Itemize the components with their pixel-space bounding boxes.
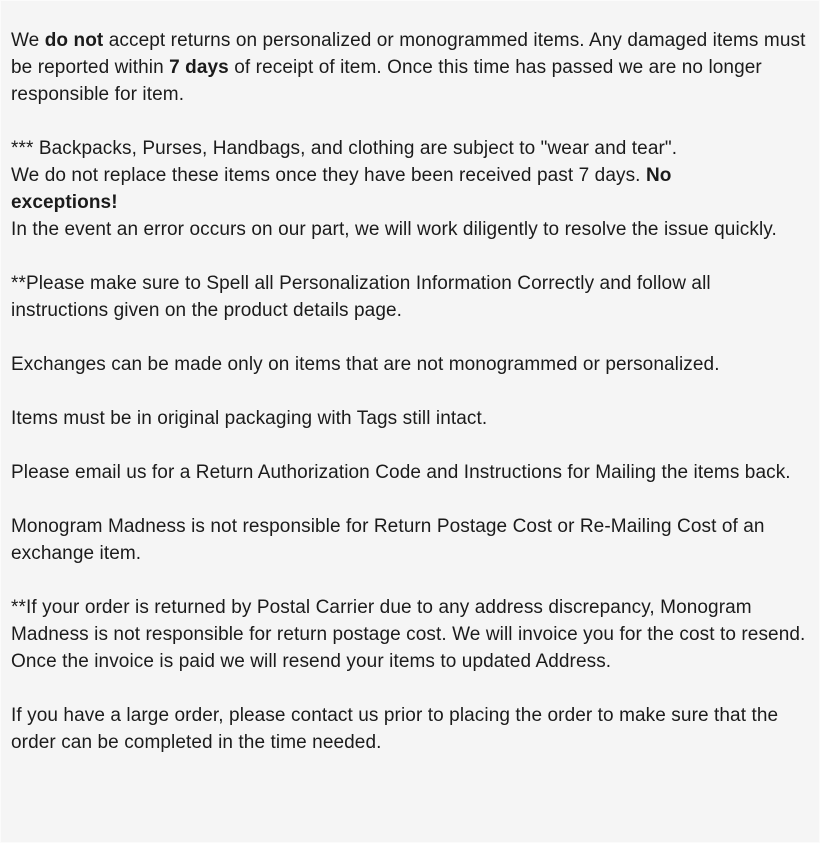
- policy-paragraph-wear-and-tear: [11, 135, 811, 243]
- body-text: We do not replace these items once they have been received past 7 days.: [11, 165, 646, 186]
- emphasis-text: exceptions!: [11, 192, 118, 213]
- policy-line: [11, 216, 811, 243]
- body-text: of receipt of item. Once this time has passed we are no longer responsible for item.: [11, 57, 762, 105]
- body-text: **Please make sure to Spell all Personalization Information Correctly and follow all instructions given on the product details page.: [11, 273, 711, 321]
- policy-paragraph-original-packaging: [11, 405, 811, 432]
- emphasis-text: No: [645, 165, 672, 186]
- emphasis-text: do not: [44, 30, 104, 51]
- body-text: **If your order is returned by Postal Carrier due to any address discrepancy, Monogram Madness is not responsible for return postage cost. We will invoice you for the cost to resend. Once the invoice is paid we will resend your items to updated Address.: [11, 597, 806, 672]
- policy-paragraph-large-orders: [11, 702, 811, 756]
- policy-line: [11, 162, 811, 189]
- policy-paragraph-exchanges: [11, 351, 811, 378]
- body-text: If you have a large order, please contact us prior to placing the order to make sure that the order can be completed in the time needed.: [11, 705, 779, 753]
- policy-line: [11, 135, 811, 162]
- body-text: accept returns on personalized or monogrammed items. Any damaged items must be reported within: [11, 30, 806, 78]
- body-text: In the event an error occurs on our part, we will work diligently to resolve the issue quickly.: [11, 219, 777, 240]
- policy-paragraph-spelling-instructions: [11, 270, 811, 324]
- policy-paragraph-return-authorization: [11, 459, 811, 486]
- body-text: Exchanges can be made only on items that are not monogrammed or personalized.: [11, 354, 720, 375]
- body-text: Monogram Madness is not responsible for Return Postage Cost or Re-Mailing Cost of an exchange item.: [11, 516, 765, 564]
- body-text: We: [11, 30, 45, 51]
- body-text: Please email us for a Return Authorization Code and Instructions for Mailing the items back.: [11, 462, 791, 483]
- policy-paragraph-address-discrepancy: [11, 594, 811, 675]
- body-text: *** Backpacks, Purses, Handbags, and clothing are subject to "wear and tear".: [11, 138, 678, 159]
- policy-text-body: [11, 27, 811, 756]
- emphasis-text: 7 days: [169, 57, 229, 78]
- policy-line: [11, 189, 811, 216]
- policy-paragraph-personalized-returns: [11, 27, 811, 108]
- body-text: Items must be in original packaging with Tags still intact.: [11, 408, 488, 429]
- policy-paragraph-postage-cost: [11, 513, 811, 567]
